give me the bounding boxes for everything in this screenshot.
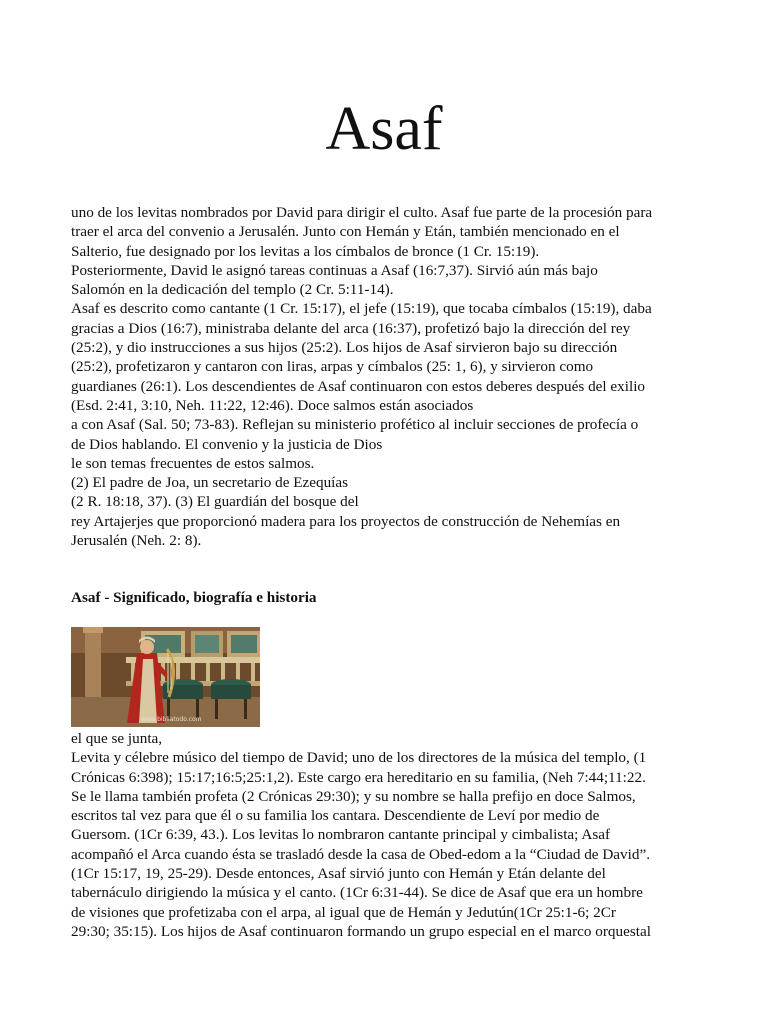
- text-line: (Esd. 2:41, 3:10, Neh. 11:22, 12:46). Doce salmos están asociados: [71, 396, 474, 414]
- text-line: tabernáculo dirigiendo la música y el canto. (1Cr 6:31-44). Se dice de Asaf que era un hombre: [71, 884, 643, 902]
- text-line: Salterio, fue designado por los levitas a los címbalos de bronce (1 Cr. 15:19).: [71, 242, 540, 260]
- image-watermark-text: www.bibliatodo.com: [141, 716, 202, 723]
- text-line: Jerusalén (Neh. 2: 8).: [71, 532, 202, 550]
- text-line: (2) El padre de Joa, un secretario de Ezequías: [71, 474, 349, 492]
- text-line: (25:2), profetizaron y cantaron con liras, arpas y címbalos (25: 1, 6), y sirvieron como: [71, 358, 594, 376]
- section-heading: Asaf - Significado, biografía e historia: [71, 589, 317, 606]
- text-line: acompañó el Arca cuando ésta se trasladó desde la casa de Obed-edom a la “Ciudad de David”.: [71, 845, 650, 863]
- text-line: escritos tal vez para que él o su familia los cantara. Descendiente de Leví por medio de: [71, 807, 600, 825]
- text-line: guardianes (26:1). Los descendientes de Asaf continuaron con estos deberes después del exilio: [71, 377, 646, 395]
- text-line: (2 R. 18:18, 37). (3) El guardián del bosque del: [71, 493, 359, 511]
- text-line: uno de los levitas nombrados por David para dirigir el culto. Asaf fue parte de la procesión para: [71, 204, 653, 221]
- text-line: Crónicas 6:398); 15:17;16:5;25:1,2). Este cargo era hereditario en su familia, (Neh 7:44;11:22.: [71, 768, 646, 786]
- text-line: de visiones que profetizaba con el arpa, al igual que de Hemán y Jedutún(1Cr 25:1-6; 2Cr: [71, 903, 616, 921]
- text-line: le son temas frecuentes de estos salmos.: [71, 454, 315, 472]
- asaf-illustration: [71, 627, 260, 727]
- text-line: de Dios hablando. El convenio y la justicia de Dios: [71, 435, 383, 453]
- text-line: (25:2), y dio instrucciones a sus hijos (25:2). Los hijos de Asaf sirvieron bajo su dirección: [71, 339, 618, 357]
- text-line: 29:30; 35:15). Los hijos de Asaf continuaron formando un grupo especial en el marco orquestal: [71, 922, 651, 940]
- text-line: Se le llama también profeta (2 Crónicas 29:30); y su nombre se halla prefijo en doce Salmos,: [71, 787, 636, 805]
- intro-paragraph: [71, 203, 711, 550]
- text-line: el que se junta,: [71, 730, 163, 747]
- biography-paragraph: [71, 729, 711, 941]
- text-line: Guersom. (1Cr 6:39, 43.). Los levitas lo nombraron cantante principal y cimbalista; Asaf: [71, 826, 611, 844]
- text-line: Salomón en la dedicación del templo (2 Cr. 5:11-14).: [71, 281, 394, 299]
- text-line: Posteriormente, David le asignó tareas continuas a Asaf (16:7,37). Sirvió aún más bajo: [71, 261, 598, 279]
- text-line: Levita y célebre músico del tiempo de David; uno de los directores de la música del templo, (1: [71, 749, 647, 767]
- text-line: Asaf es descrito como cantante (1 Cr. 15:17), el jefe (15:19), que tocaba címbalos (15:19), daba: [71, 300, 652, 318]
- text-line: rey Artajerjes que proporcionó madera para los proyectos de construcción de Nehemías en: [71, 512, 621, 530]
- text-line: traer el arca del convenio a Jerusalén. Junto con Hemán y Etán, también mencionado en el: [71, 223, 620, 241]
- text-line: a con Asaf (Sal. 50; 73-83). Reflejan su ministerio profético al incluir secciones de profecía o: [71, 416, 639, 434]
- text-line: (1Cr 15:17, 19, 25-29). Desde entonces, Asaf sirvió junto con Hemán y Etán delante del: [71, 865, 606, 883]
- page-title: Asaf: [325, 95, 443, 163]
- text-line: gracias a Dios (16:7), ministraba delante del arca (16:37), profetizó bajo la dirección del rey: [71, 319, 631, 337]
